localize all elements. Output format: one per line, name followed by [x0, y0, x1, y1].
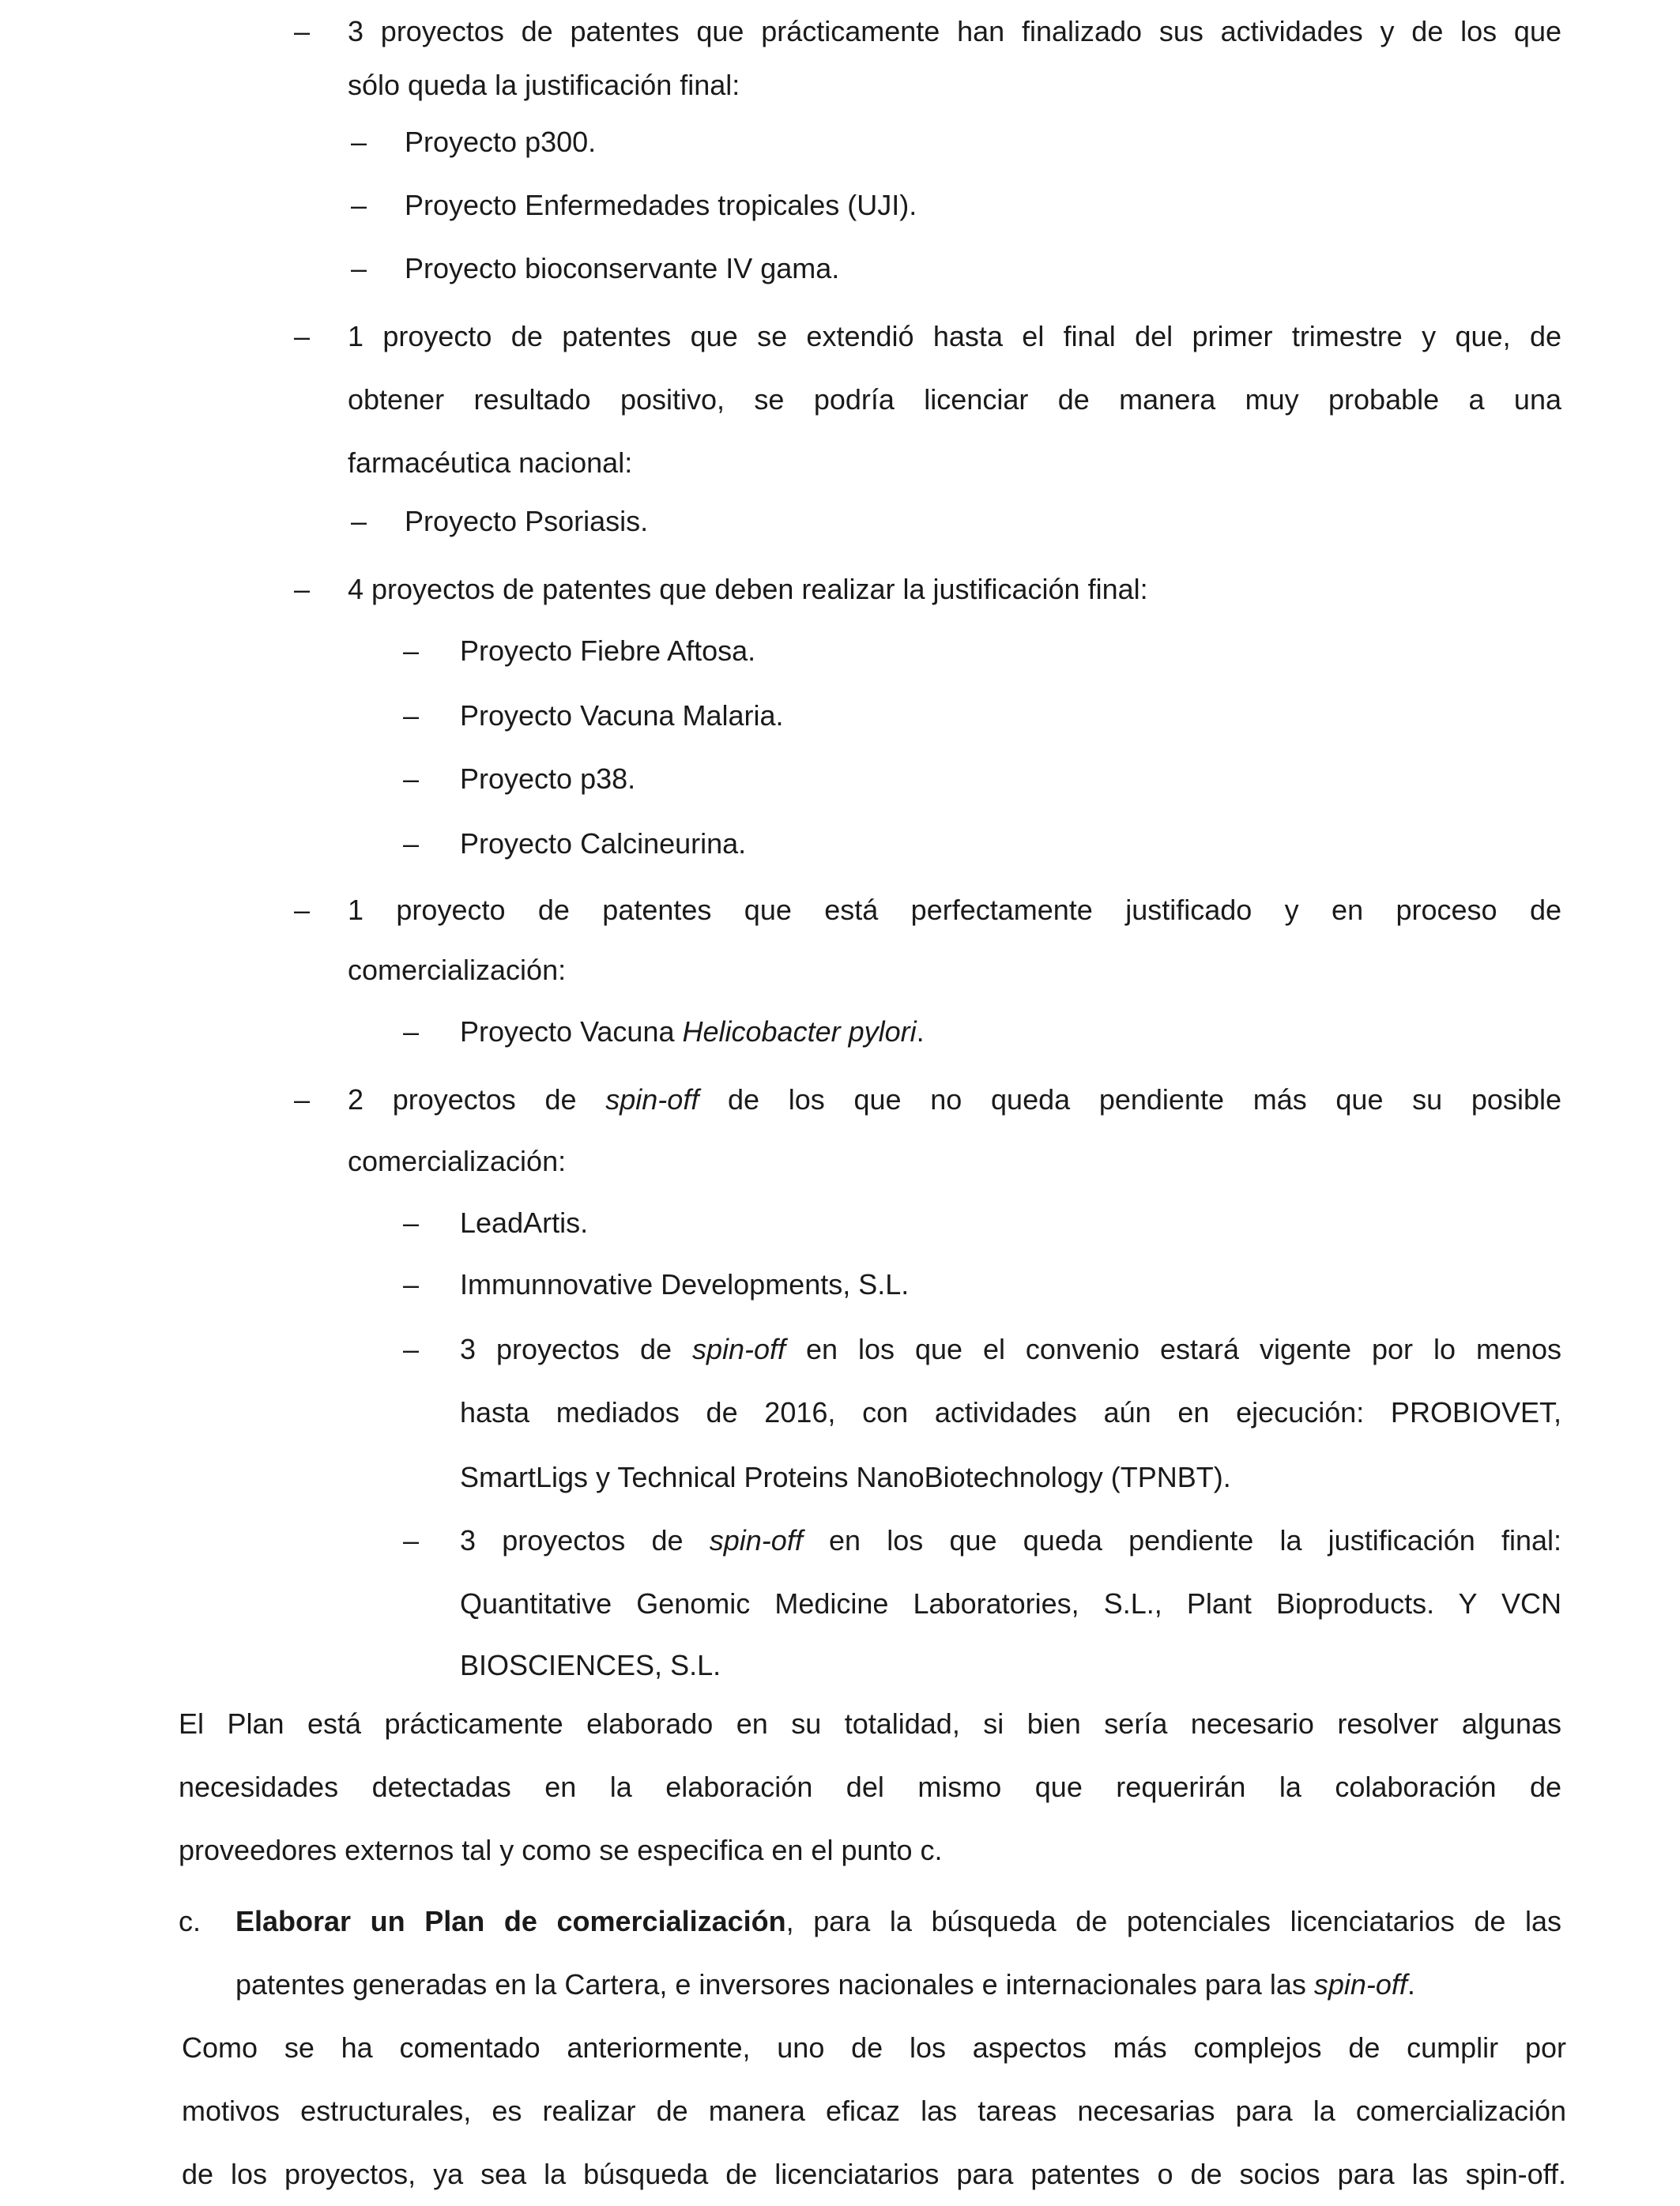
- sub-list-item: Proyecto bioconservante IV gama.: [405, 252, 840, 284]
- bullet-dash: –: [294, 15, 311, 47]
- section-text: patentes generadas en la Cartera, e inversores nacionales e internacionales para las: [235, 1968, 1314, 2001]
- section-title: Elaborar un Plan de comercialización: [235, 1905, 786, 1937]
- species-name: Helicobacter pylori: [682, 1015, 917, 1048]
- bullet-dash: –: [294, 573, 311, 605]
- bullet-dash: –: [403, 1015, 420, 1048]
- sub-list-item: LeadArtis.: [460, 1207, 589, 1239]
- sub-list-item-line: Quantitative Genomic Medicine Laboratories, S.L., Plant Bioproducts. Y VCN: [460, 1587, 1561, 1620]
- sub-list-item-part: en los que queda pendiente la justificación final:: [802, 1524, 1561, 1557]
- sub-list-item-part: 3 proyectos de: [460, 1524, 710, 1557]
- body-paragraph-line: de los proyectos, ya sea la búsqueda de licenciatarios para patentes o de socios para las spin-off.: [182, 2158, 1566, 2190]
- bullet-dash: –: [403, 1207, 420, 1239]
- bullet-dash: –: [294, 894, 311, 926]
- body-paragraph-line: motivos estructurales, es realizar de manera eficaz las tareas necesarias para la comercialización: [182, 2095, 1566, 2127]
- list-item-text: sólo queda la justificación final:: [348, 69, 740, 101]
- spin-off-term: spin-off: [1313, 1968, 1407, 2001]
- spin-off-term: spin-off: [691, 1333, 786, 1365]
- list-item-text: 1 proyecto de patentes que se extendió hasta el final del primer trimestre y que, de: [348, 320, 1561, 352]
- bullet-dash: –: [403, 827, 420, 860]
- section-marker: c.: [179, 1905, 202, 1937]
- bullet-dash: –: [403, 634, 420, 667]
- section-heading-line: [235, 1890, 1561, 1953]
- bullet-dash: –: [294, 1083, 311, 1116]
- sub-list-item: [460, 1318, 1561, 1381]
- sub-list-item: Proyecto Fiebre Aftosa.: [460, 634, 756, 667]
- sub-list-item-text: Proyecto Vacuna: [460, 1015, 683, 1048]
- list-item-text: 4 proyectos de patentes que deben realizar la justificación final:: [348, 573, 1148, 605]
- bullet-dash: –: [351, 505, 367, 537]
- bullet-dash: –: [351, 189, 367, 221]
- list-item-text: 1 proyecto de patentes que está perfectamente justificado y en proceso de: [348, 894, 1561, 926]
- bullet-dash: –: [403, 1524, 420, 1557]
- list-item-text: farmacéutica nacional:: [348, 446, 633, 479]
- bullet-dash: –: [351, 252, 367, 284]
- sub-list-item: Proyecto Psoriasis.: [405, 505, 649, 537]
- sub-list-item-line: BIOSCIENCES, S.L.: [460, 1649, 721, 1681]
- spin-off-term: spin-off: [605, 1083, 699, 1116]
- sub-list-item: Proyecto Vacuna Malaria.: [460, 699, 784, 732]
- list-item-text-part: 2 proyectos de: [348, 1083, 606, 1116]
- section-heading-line: [235, 1953, 1415, 2016]
- sub-list-item: Proyecto p38.: [460, 762, 636, 795]
- list-item-text-part: de los que no queda pendiente más que su posible: [699, 1083, 1561, 1116]
- bullet-dash: –: [294, 320, 311, 352]
- sub-list-item-part: 3 proyectos de: [460, 1333, 692, 1365]
- body-paragraph-line: El Plan está prácticamente elaborado en su totalidad, si bien sería necesario resolver algunas: [179, 1707, 1561, 1740]
- sub-list-item: Proyecto p300.: [405, 126, 597, 158]
- bullet-dash: –: [403, 762, 420, 795]
- spin-off-term: spin-off: [709, 1524, 803, 1557]
- body-paragraph-line: necesidades detectadas en la elaboración del mismo que requerirán la colaboración de: [179, 1771, 1561, 1803]
- sub-list-item-line: hasta mediados de 2016, con actividades aún en ejecución: PROBIOVET,: [460, 1396, 1561, 1429]
- bullet-dash: –: [403, 1268, 420, 1301]
- section-text: , para la búsqueda de potenciales licenciatarios de las: [785, 1905, 1561, 1937]
- section-text: .: [1407, 1968, 1415, 2001]
- sub-list-item: Immunnovative Developments, S.L.: [460, 1268, 910, 1301]
- sub-list-item: [460, 1000, 925, 1063]
- list-item-text: comercialización:: [348, 1145, 567, 1177]
- sub-list-item: Proyecto Enfermedades tropicales (UJI).: [405, 189, 917, 221]
- sub-list-item: Proyecto Calcineurina.: [460, 827, 747, 860]
- list-item-text: comercialización:: [348, 954, 567, 986]
- sub-list-item-part: en los que el convenio estará vigente por lo menos: [785, 1333, 1561, 1365]
- list-item-text: 3 proyectos de patentes que prácticamente han finalizado sus actividades y de los que: [348, 15, 1561, 47]
- list-item-text: [348, 1068, 1561, 1131]
- sub-list-item: [460, 1509, 1561, 1572]
- body-paragraph-line: proveedores externos tal y como se especifica en el punto c.: [179, 1834, 943, 1866]
- list-item-text: obtener resultado positivo, se podría licenciar de manera muy probable a una: [348, 383, 1561, 416]
- sub-list-item-line: SmartLigs y Technical Proteins NanoBiotechnology (TPNBT).: [460, 1461, 1231, 1493]
- bullet-dash: –: [403, 1333, 420, 1365]
- bullet-dash: –: [403, 699, 420, 732]
- sub-list-item-period: .: [916, 1015, 925, 1048]
- body-paragraph-line: Como se ha comentado anteriormente, uno de los aspectos más complejos de cumplir por: [182, 2031, 1566, 2064]
- bullet-dash: –: [351, 126, 367, 158]
